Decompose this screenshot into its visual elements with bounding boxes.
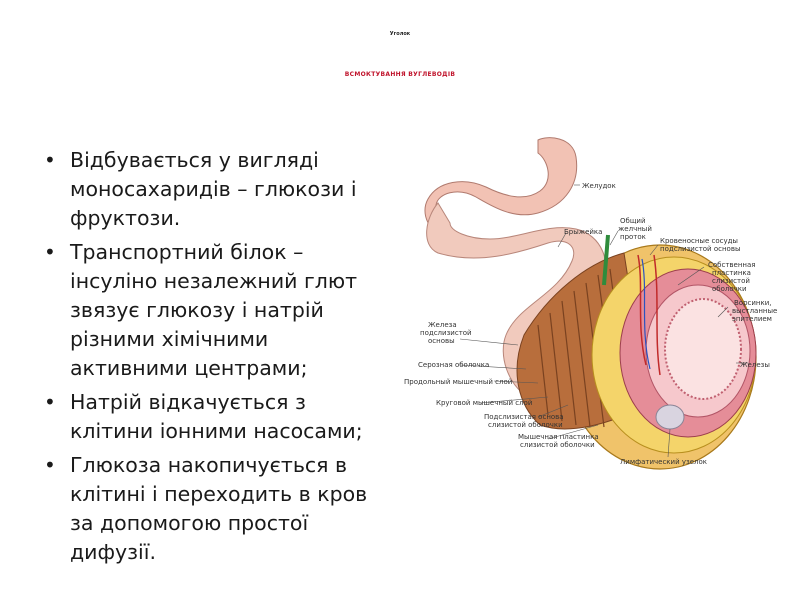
label-submucosal-glands: подслизистой	[420, 329, 472, 337]
label-lamina-propria: Собственная	[708, 261, 756, 269]
label-submucosal-glands: Железа	[428, 321, 457, 329]
label-lamina-propria: оболочки	[712, 285, 747, 293]
label-lamina-propria: слизистой	[712, 277, 750, 285]
label-longitudinal-muscle: Продольный мышечный слой	[404, 378, 513, 386]
slide-title: ВСМОКТУВАННЯ ВУГЛЕВОДІВ	[344, 71, 456, 78]
label-blood-vessels: Кровеносные сосуды	[660, 237, 738, 245]
bullet-text: Натрій відкачується з клітини іонними насосами;	[70, 390, 363, 443]
label-glands: Железы	[740, 361, 770, 369]
bullet-dot: •	[44, 390, 56, 414]
bullet-item	[44, 146, 389, 233]
bullet-item	[44, 388, 389, 446]
bullet-item	[44, 238, 389, 383]
label-circular-muscle: Круговой мышечный слой	[436, 399, 533, 407]
label-submucosa: Подслизистая основа	[484, 413, 564, 421]
bullet-text: Транспортний білок – інсуліно незалежний глют звязує глюкозу і натрій різними хімічними активними центрами;	[70, 240, 358, 380]
label-blood-vessels: подслизистой основы	[660, 245, 741, 253]
label-submucosal-glands: основы	[428, 337, 455, 345]
label-villi: Ворсинки,	[734, 299, 772, 307]
bullet-text: Глюкоза накопичується в клітині і переходить в кров за допомогою простої дифузії.	[70, 453, 368, 564]
bullet-dot: •	[44, 148, 56, 172]
label-mesentery: Брыжейка	[564, 228, 603, 236]
label-lymph-node: Лимфатический узелок	[620, 458, 707, 466]
intestine-anatomy-diagram	[398, 135, 780, 475]
bullet-dot: •	[44, 240, 56, 264]
label-lamina-propria: пластинка	[712, 269, 751, 277]
label-villi: эпителием	[732, 315, 772, 323]
label-muscularis-mucosae: Мышечная пластинка	[518, 433, 599, 441]
label-muscularis-mucosae: слизистой оболочки	[520, 441, 595, 449]
label-villi: выстланные	[732, 307, 778, 315]
label-bile-duct: Общий	[620, 217, 646, 225]
slide-tiny-title: Уголок	[389, 31, 411, 37]
bullet-list	[44, 146, 389, 572]
bullet-text: Відбувається у вигляді моносахаридів – глюкози і фруктози.	[70, 148, 357, 230]
label-stomach: Желудок	[582, 182, 616, 190]
villi-ring	[665, 299, 741, 399]
label-submucosa: слизистой оболочки	[488, 421, 563, 429]
bullet-dot: •	[44, 453, 56, 477]
bullet-item	[44, 451, 389, 567]
label-serosa: Серозная оболочка	[418, 361, 490, 369]
lymph-node	[656, 405, 684, 429]
label-bile-duct: проток	[620, 233, 646, 241]
label-bile-duct: желчный	[618, 225, 652, 233]
